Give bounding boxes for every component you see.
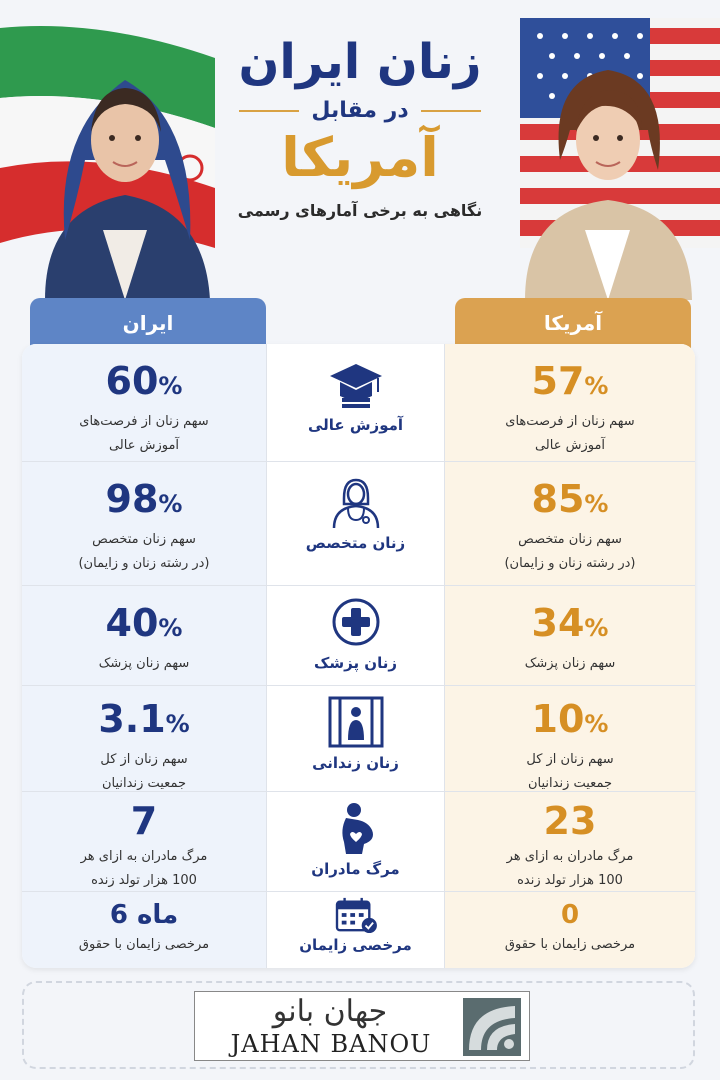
iran-value: 6 ماه (109, 900, 179, 930)
usa-value: 34% (531, 601, 609, 645)
category-cell (266, 792, 445, 891)
logo-text-fa: جهان بانو (272, 994, 388, 1029)
usa-desc: سهم زنان از فرصت‌های (505, 414, 635, 429)
iran-cell (22, 792, 266, 891)
iran-desc: مرخصی زایمان با حقوق (78, 937, 210, 952)
iran-desc: جمعیت زندانیان (101, 776, 187, 791)
graduation-cap-icon (326, 358, 386, 410)
usa-value: 85% (531, 477, 609, 521)
iran-cell (22, 462, 266, 585)
iran-value: 7 (130, 799, 158, 843)
usa-value: 0 (560, 900, 580, 930)
logo-text-en: JAHAN BANOU (230, 1030, 432, 1058)
footer (22, 981, 695, 1069)
title-vs-row (200, 98, 520, 123)
category-label: مرگ مادران (311, 860, 400, 878)
female-doctor-icon (326, 476, 386, 528)
iran-desc: (در رشته زنان و زایمان) (78, 556, 210, 571)
category-label: زنان پزشک (314, 654, 397, 672)
iran-cell (22, 686, 266, 791)
category-label: مرخصی زایمان (299, 936, 412, 954)
iran-value: 3.1% (98, 697, 190, 741)
iran-desc: آموزش عالی (108, 438, 180, 453)
iran-desc: مرگ مادران به ازای هر (80, 849, 208, 864)
usa-cell (445, 892, 695, 968)
category-label: آموزش عالی (307, 416, 404, 434)
table-row (22, 792, 695, 892)
calendar-check-icon (332, 896, 380, 934)
pregnant-woman-icon (326, 802, 386, 854)
iran-cell (22, 586, 266, 685)
title-block (200, 30, 520, 220)
title-usa: آمریکا (281, 126, 439, 189)
iranian-woman-illustration (25, 40, 225, 300)
table-row (22, 686, 695, 792)
category-cell (266, 462, 445, 585)
usa-desc: مرخصی زایمان با حقوق (504, 937, 636, 952)
usa-desc: (در رشته زنان و زایمان) (504, 556, 636, 571)
divider-line (421, 110, 481, 112)
iran-value: 98% (105, 477, 183, 521)
comparison-table (22, 298, 695, 970)
table-row (22, 892, 695, 968)
usa-cell (445, 586, 695, 685)
divider-line (239, 110, 299, 112)
usa-value: 57% (531, 359, 609, 403)
iran-value: 60% (105, 359, 183, 403)
iran-desc: سهم زنان متخصص (92, 532, 196, 547)
category-label: زنان زندانی (312, 754, 399, 772)
prisoner-icon (326, 696, 386, 748)
jahan-banou-logo[interactable] (194, 991, 530, 1061)
subtitle: نگاهی به برخی آمارهای رسمی (237, 201, 483, 220)
iran-desc: سهم زنان پزشک (98, 656, 190, 671)
usa-desc: مرگ مادران به ازای هر (506, 849, 634, 864)
usa-cell (445, 344, 695, 461)
usa-desc: سهم زنان پزشک (524, 656, 616, 671)
column-header-usa: آمریکا (455, 298, 691, 348)
usa-cell (445, 686, 695, 791)
iran-cell (22, 344, 266, 461)
usa-value: 23 (543, 799, 597, 843)
table-grid (22, 344, 695, 968)
category-cell (266, 892, 445, 968)
medical-cross-icon (326, 596, 386, 648)
title-main: زنان ایران (238, 34, 482, 90)
category-cell (266, 586, 445, 685)
column-header-iran: ایران (30, 298, 266, 348)
usa-cell (445, 462, 695, 585)
usa-desc: جمعیت زندانیان (527, 776, 613, 791)
usa-desc: 100 هزار تولد زنده (517, 873, 623, 888)
iran-cell (22, 892, 266, 968)
usa-desc: سهم زنان از کل (526, 752, 614, 767)
iran-value: 40% (105, 601, 183, 645)
iran-desc: سهم زنان از کل (100, 752, 188, 767)
table-row (22, 586, 695, 686)
category-cell (266, 344, 445, 461)
usa-desc: آموزش عالی (534, 438, 606, 453)
iran-desc: سهم زنان از فرصت‌های (79, 414, 209, 429)
header (0, 0, 720, 300)
category-label: زنان متخصص (305, 534, 406, 552)
usa-desc: سهم زنان متخصص (518, 532, 622, 547)
american-woman-illustration (520, 40, 695, 300)
logo-mark-icon (463, 998, 521, 1056)
usa-value: 10% (531, 697, 609, 741)
table-row (22, 462, 695, 586)
iran-desc: 100 هزار تولد زنده (91, 873, 197, 888)
title-vs: در مقابل (311, 98, 409, 123)
usa-cell (445, 792, 695, 891)
category-cell (266, 686, 445, 791)
table-row (22, 344, 695, 462)
